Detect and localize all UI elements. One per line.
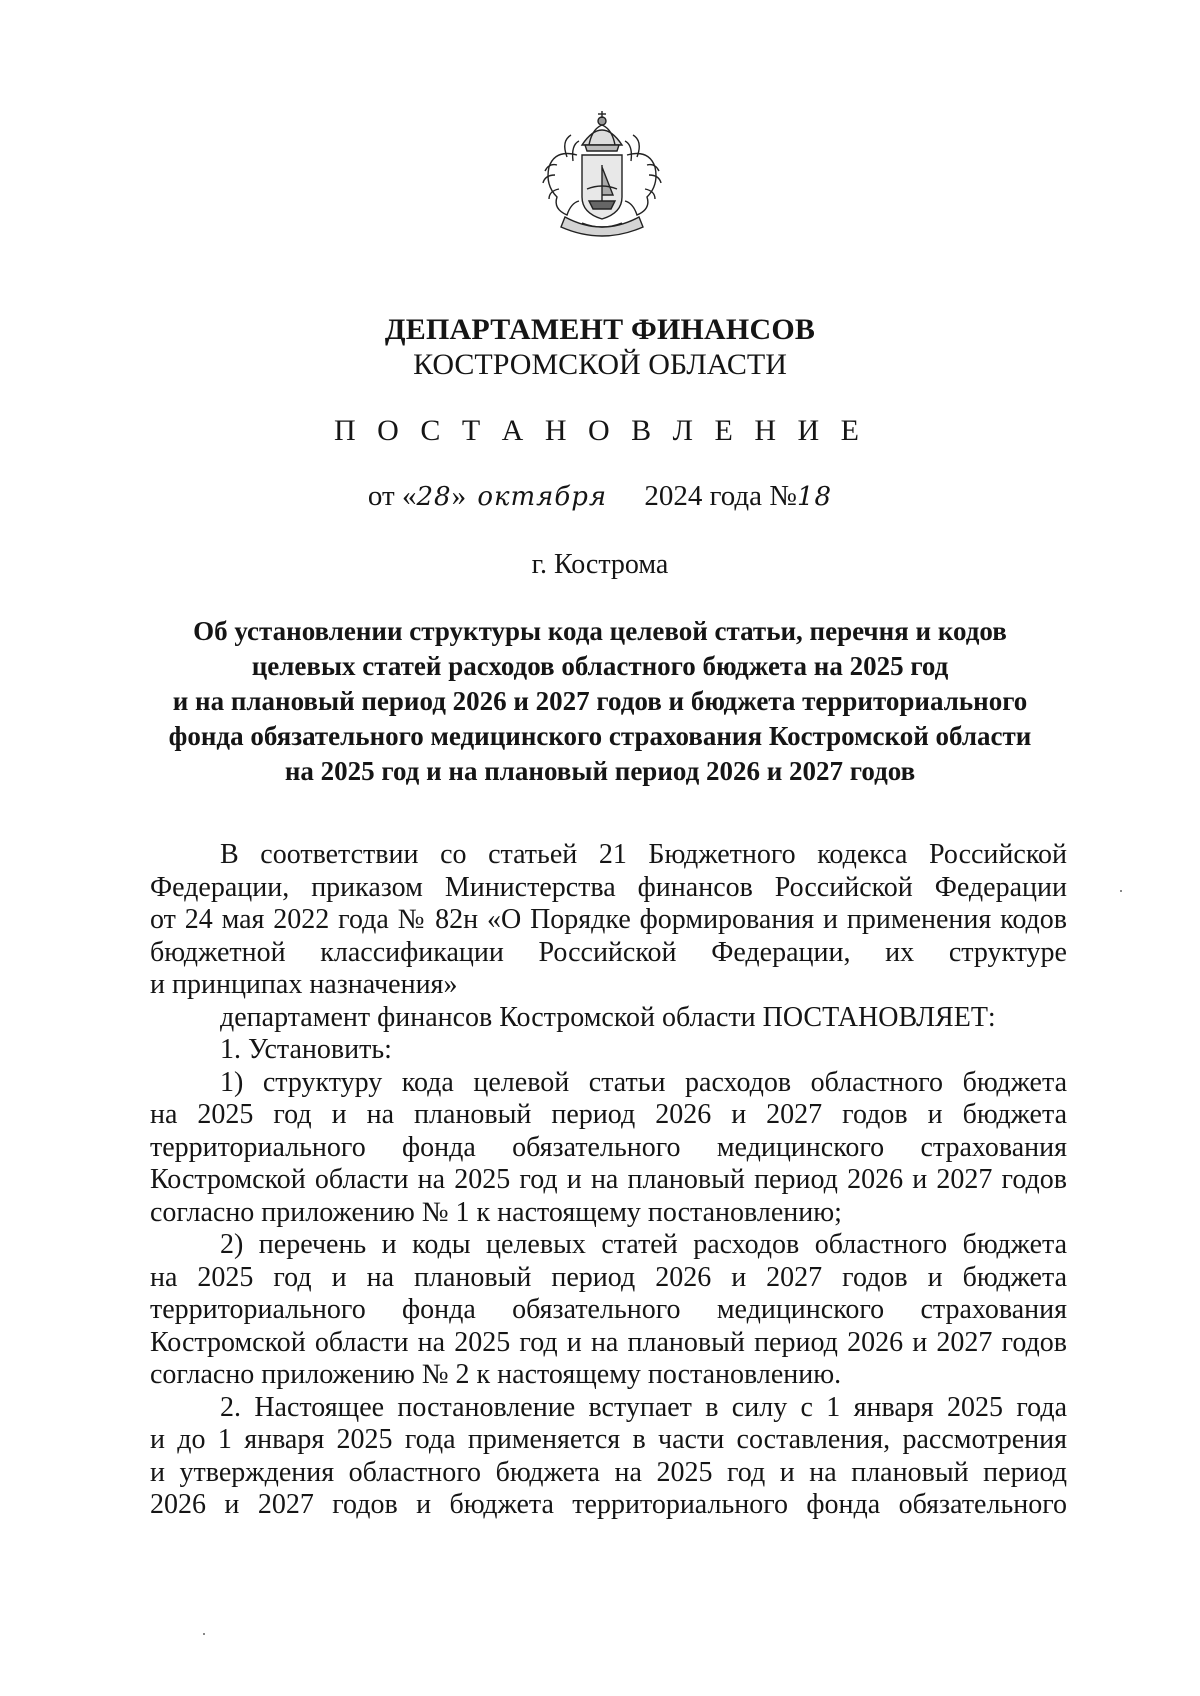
body-line: от 24 мая 2022 года № 82н «О Порядке формирования и применения кодов [150, 904, 1067, 935]
document-body [150, 839, 1067, 1522]
body-line: Федерации, приказом Министерства финансов Российской Федерации [150, 871, 1067, 903]
body-line: Костромской области на 2025 год и на плановый период 2026 и 2027 годов [150, 1164, 1067, 1195]
body-line: 2. Настоящее постановление вступает в силу с 1 января 2025 года [220, 1391, 1067, 1423]
date-year: 2024 года № [644, 480, 797, 512]
date-month-handwritten: октября [477, 482, 608, 512]
body-line: и утверждения областного бюджета на 2025 год и на плановый период [150, 1456, 1067, 1488]
scan-speck [1120, 890, 1122, 892]
body-line: согласно приложению № 1 к настоящему постановлению; [150, 1196, 842, 1228]
document-type-heading: П О С Т А Н О В Л Е Н И Е [334, 414, 866, 447]
body-line: 1) структуру кода целевой статьи расходов областного бюджета [220, 1066, 1067, 1098]
date-quote-close: » [451, 480, 467, 512]
body-line: согласно приложению № 2 к настоящему постановлению. [150, 1359, 842, 1390]
document-city: г. Кострома [531, 549, 669, 580]
body-line: В соответствии со статьей 21 Бюджетного кодекса Российской [220, 839, 1067, 870]
body-line: Костромской области на 2025 год и на плановый период 2026 и 2027 годов [150, 1326, 1067, 1358]
scan-speck [203, 1633, 205, 1635]
body-line: департамент финансов Костромской области ПОСТАНОВЛЯЕТ: [220, 1001, 996, 1033]
department-name: ДЕПАРТАМЕНТ ФИНАНСОВ [384, 313, 816, 346]
coat-of-arms-emblem [527, 105, 677, 245]
body-line: бюджетной классификации Российской Федерации, их структуре [150, 936, 1067, 968]
body-line: и принципах назначения» [150, 969, 458, 1000]
title-line: Об установлении структуры кода целевой статьи, перечня и кодов [193, 616, 1007, 646]
title-line: на 2025 год и на плановый период 2026 и 2027 годов [284, 756, 916, 786]
body-line: 1. Установить: [220, 1034, 392, 1065]
date-prefix: от « [367, 480, 417, 512]
date-day-handwritten: 28 [416, 482, 452, 512]
title-line: целевых статей расходов областного бюджета на 2025 год [251, 651, 949, 681]
department-region: КОСТРОМСКОЙ ОБЛАСТИ [413, 348, 787, 381]
document-date-line [150, 480, 1050, 513]
body-line: 2026 и 2027 годов и бюджета территориального фонда обязательного [150, 1489, 1067, 1520]
title-line: фонда обязательного медицинского страхования Костромской области [168, 721, 1032, 751]
document-number-handwritten: 18 [796, 482, 833, 512]
body-line: и до 1 января 2025 года применяется в части составления, рассмотрения [150, 1424, 1067, 1455]
body-line: территориального фонда обязательного медицинского страхования [150, 1294, 1067, 1325]
body-line: на 2025 год и на плановый период 2026 и 2027 годов и бюджета [150, 1261, 1067, 1293]
document-title [150, 614, 1050, 789]
body-line: территориального фонда обязательного медицинского страхования [150, 1131, 1067, 1163]
body-line: на 2025 год и на плановый период 2026 и 2027 годов и бюджета [150, 1099, 1067, 1130]
title-line: и на плановый период 2026 и 2027 годов и бюджета территориального [172, 686, 1028, 716]
body-line: 2) перечень и коды целевых статей расходов областного бюджета [220, 1229, 1067, 1260]
